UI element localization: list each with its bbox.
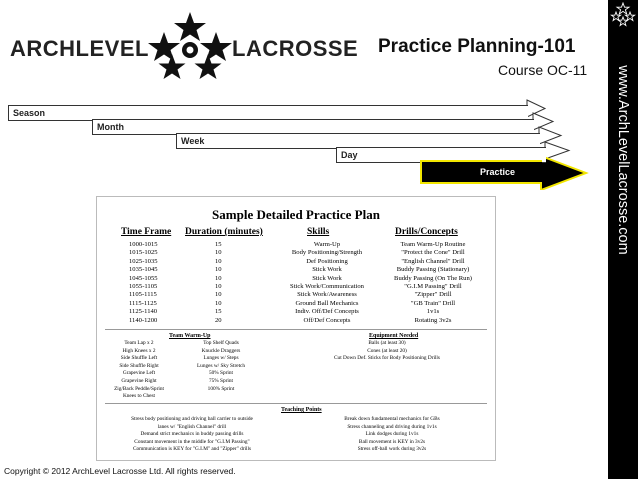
teaching-point: Stress off-ball work during 3v2s — [357, 446, 427, 453]
teaching-point: Stress body positioning and driving ball carrier to outside — [131, 416, 253, 422]
warmup-item: 100% Sprint — [207, 385, 235, 392]
warmup-item: Top Shelf Quads — [203, 340, 239, 346]
warmup-item: Side Shuffle Right — [119, 362, 159, 369]
row-time: 1115-1125 — [129, 299, 157, 307]
timeline-week: Week — [176, 133, 540, 149]
page-title: Practice Planning-101 — [378, 36, 576, 57]
timeline-season: Season — [8, 105, 528, 121]
logo-right-word: LACROSSE — [232, 36, 359, 61]
timeline-day: Day — [336, 147, 546, 163]
row-duration: 10 — [215, 291, 222, 299]
row-skill: Indiv. Off/Def Concepts — [295, 308, 359, 316]
teaching-point: Stress channeling and driving during 1v1s — [347, 423, 437, 430]
plan-title: Sample Detailed Practice Plan — [212, 207, 380, 222]
row-time: 1045-1055 — [129, 274, 158, 282]
row-duration: 20 — [215, 316, 222, 324]
row-skill: Stick Work/Communication — [290, 283, 364, 290]
course-code: Course OC-11 — [498, 62, 588, 78]
row-drill: Team Warm-Up Routine — [400, 241, 466, 248]
equipment-heading: Equipment Needed — [369, 333, 419, 339]
header-drills: Drills/Concepts — [395, 227, 458, 237]
warmup-item: 50% Sprint — [209, 370, 233, 377]
row-time: 1035-1045 — [129, 266, 158, 274]
warmup-heading: Team Warm-Up — [169, 333, 211, 339]
warmup-item: Lunges w/ Steps — [203, 355, 239, 362]
warmup-item: Team Lap x 2 — [124, 340, 154, 346]
row-drill: "Zipper" Drill — [414, 291, 452, 299]
row-drill: "G.I.M Passing" Drill — [404, 283, 462, 290]
header-duration: Duration (minutes) — [185, 227, 263, 237]
logo-stars-icon — [148, 10, 232, 82]
row-drill: Rotating 3v2s — [414, 316, 452, 324]
header-skills: Skills — [307, 227, 330, 237]
row-drill: Buddy Passing (On The Run) — [394, 274, 472, 282]
website-url: www.ArchLevelLacrosse.com — [615, 65, 631, 255]
teaching-heading: Teaching Points — [281, 407, 322, 413]
row-time: 1125-1140 — [129, 308, 158, 316]
row-drill: 1v1s — [426, 308, 440, 316]
teaching-point: Link dodges during 1v1s — [365, 431, 419, 438]
row-duration: 10 — [215, 249, 222, 257]
row-drill: "Protect the Cone" Drill — [401, 249, 465, 257]
warmup-item: Knees to Chest — [122, 393, 156, 400]
equipment-item: Cut Down Def. Sticks for Body Positioning Drills — [334, 355, 440, 362]
row-skill: Warm-Up — [313, 241, 341, 248]
row-time: 1105-1115 — [129, 291, 157, 299]
row-skill: Ground Ball Mechanics — [295, 299, 359, 307]
teaching-point: Demand strict mechanics in buddy passing drills — [140, 431, 244, 438]
row-duration: 10 — [215, 299, 222, 307]
teaching-point: Communication is KEY for "G.I.M" and "Zipper" drills — [132, 446, 252, 453]
row-time: 1055-1105 — [129, 283, 158, 290]
warmup-item: Knuckle Draggers — [201, 347, 241, 354]
warmup-item: Side Shuffle Left — [120, 355, 158, 362]
teaching-point: Break down fundamental mechanics for GBs — [344, 416, 440, 422]
teaching-point: Ball movement is KEY in 3v2s — [358, 438, 426, 445]
star-cluster-icon — [610, 2, 636, 28]
row-duration: 10 — [215, 257, 222, 265]
warmup-item: High Knees x 2 — [122, 347, 156, 354]
divider — [105, 329, 487, 330]
teaching-point: Constant movement in the middle for "G.I.M Passing" — [134, 438, 250, 445]
row-skill: Stick Work/Awareness — [297, 291, 357, 299]
row-duration: 10 — [215, 274, 222, 282]
timeline-month: Month — [92, 119, 534, 135]
row-skill: Stick Work — [312, 266, 342, 274]
copyright-notice: Copyright © 2012 ArchLevel Lacrosse Ltd. All rights reserved. — [4, 466, 236, 476]
row-time: 1140-1200 — [129, 316, 158, 324]
row-time: 1000-1015 — [129, 241, 158, 248]
row-drill: "GB Train" Drill — [410, 299, 456, 307]
logo-left-word: ARCHLEVEL — [10, 36, 149, 61]
row-skill: Off/Def Concepts — [303, 316, 351, 324]
teaching-point: lanes w/ "English Channel" drill — [157, 423, 227, 430]
warmup-item: Lunges w/ Sky Stretch — [196, 362, 246, 369]
practice-plan-document — [96, 196, 496, 461]
warmup-item: 75% Sprint — [209, 378, 233, 384]
warmup-item: Grapevine Left — [122, 370, 156, 377]
row-time: 1025-1035 — [129, 257, 158, 265]
row-duration: 10 — [215, 266, 222, 274]
warmup-item: Grapevine Right — [121, 378, 157, 384]
row-time: 1015-1025 — [129, 249, 158, 257]
row-duration: 10 — [215, 283, 222, 290]
row-duration: 15 — [215, 241, 222, 248]
row-drill: Buddy Passing (Stationary) — [396, 266, 470, 274]
row-skill: Stick Work — [312, 274, 342, 282]
row-skill: Body Positioning/Strength — [291, 249, 363, 257]
row-duration: 15 — [215, 308, 222, 316]
row-drill: "English Channel" Drill — [401, 257, 465, 265]
row-skill: Def Positioning — [306, 257, 348, 265]
header-time: Time Frame — [121, 227, 172, 237]
equipment-item: Balls (at least 30) — [368, 340, 406, 346]
equipment-item: Cones (at least 20) — [367, 347, 407, 354]
warmup-item: Zig/Back Peddle/Sprint — [114, 385, 164, 392]
divider — [105, 403, 487, 404]
timeline-practice: Practice — [420, 160, 542, 184]
